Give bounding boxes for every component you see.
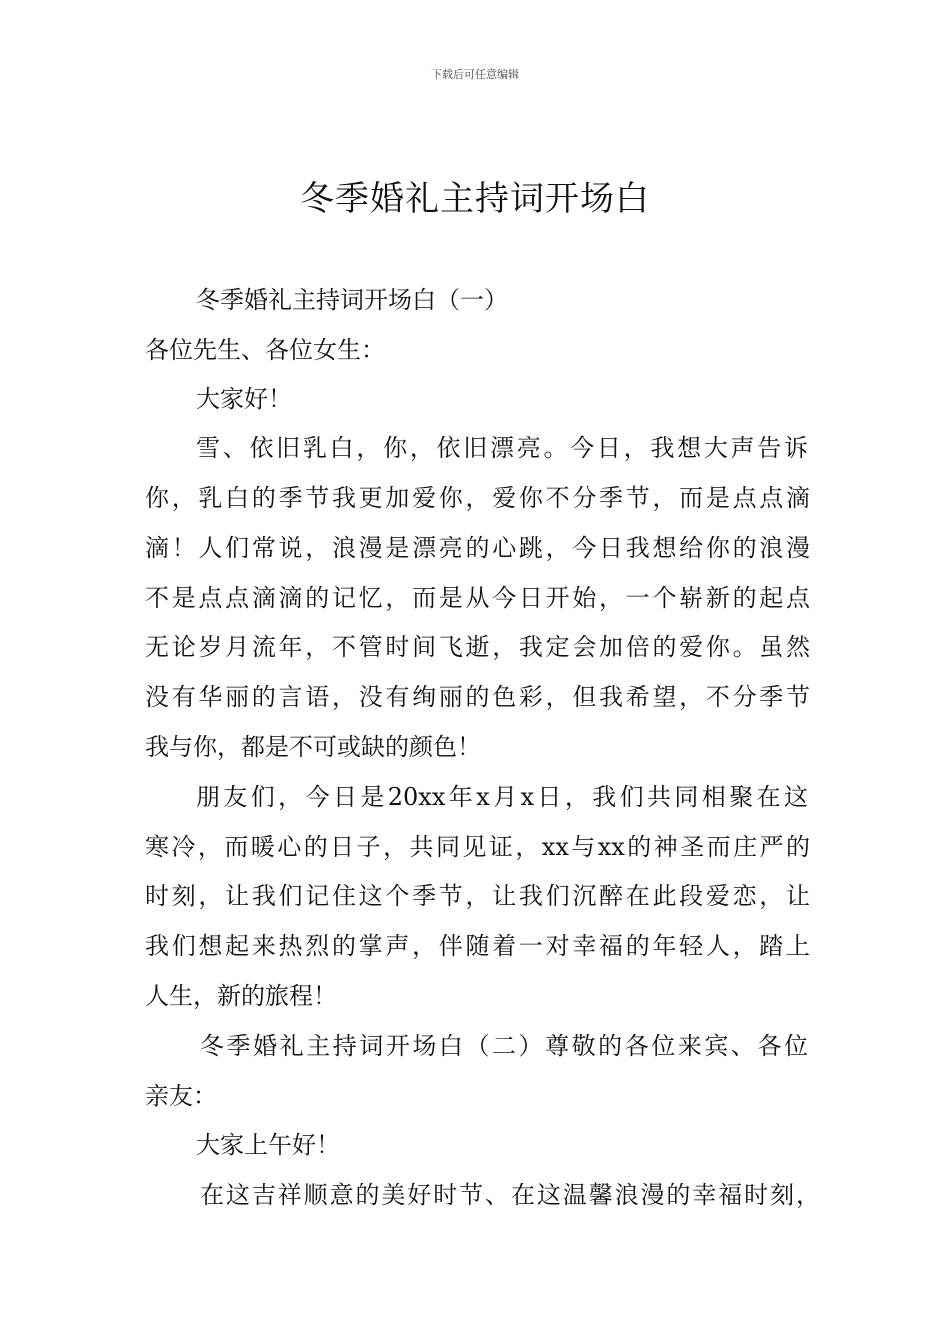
paragraph-line: 我与你，都是不可或缺的颜色！ [145,733,481,761]
paragraph-line: 寒冷，而暖心的日子，共同见证，xx与xx的神圣而庄严的 [145,833,810,861]
paragraph-line: 人生，新的旅程！ [145,982,337,1010]
greeting-2: 大家上午好！ [196,1131,340,1159]
paragraph-line: 无论岁月流年，不管时间飞逝，我定会加倍的爱你。虽然 [145,633,810,661]
paragraph-line: 在这吉祥顺意的美好时节、在这温馨浪漫的幸福时刻， [200,1181,820,1209]
paragraph-line: 雪、依旧乳白，你，依旧漂亮。今日，我想大声告诉 [196,434,808,462]
section-heading-2: 冬季婚礼主持词开场白（二）尊敬的各位来宾、各位 [200,1032,808,1060]
paragraph-line: 我们想起来热烈的掌声，伴随着一对幸福的年轻人，踏上 [145,932,810,960]
section-heading-1: 冬季婚礼主持词开场白（一） [196,286,508,314]
salutation: 各位先生、各位女生： [145,336,385,364]
paragraph-line: 时刻，让我们记住这个季节，让我们沉醉在此段爱恋，让 [145,882,810,910]
greeting: 大家好！ [196,385,292,413]
paragraph-line: 朋友们，今日是20xx年x月x日，我们共同相聚在这 [196,783,808,811]
header-note: 下载后可任意编辑 [431,68,519,81]
paragraph-line: 你，乳白的季节我更加爱你，爱你不分季节，而是点点滴 [145,484,810,512]
paragraph-line: 亲友： [145,1082,217,1110]
page-title: 冬季婚礼主持词开场白 [300,179,650,219]
paragraph-line: 不是点点滴滴的记忆，而是从今日开始，一个崭新的起点 [145,584,810,612]
paragraph-line: 滴！人们常说，浪漫是漂亮的心跳，今日我想给你的浪漫 [145,534,810,562]
paragraph-line: 没有华丽的言语，没有绚丽的色彩，但我希望，不分季节 [145,683,810,711]
